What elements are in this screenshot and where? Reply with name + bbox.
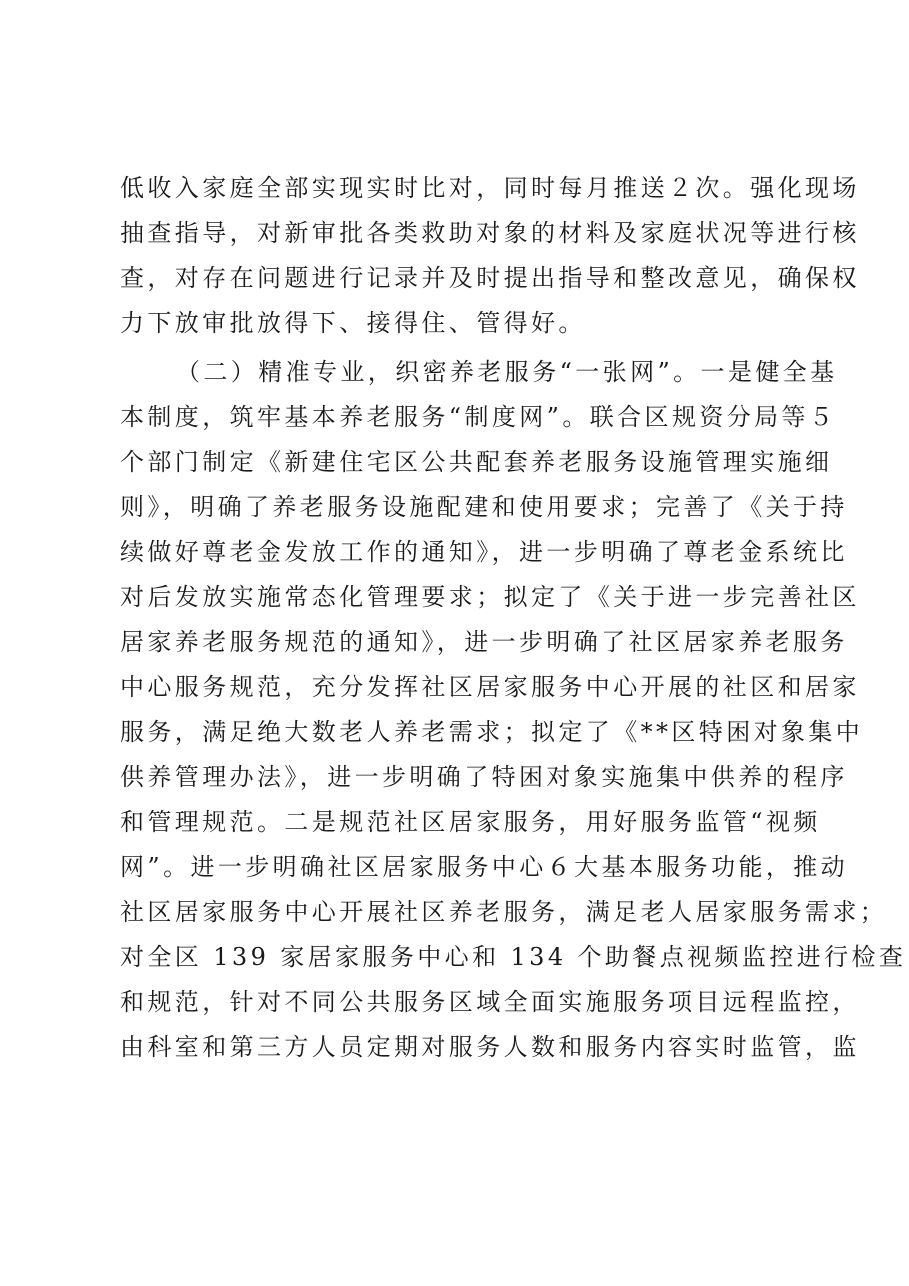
text-line: 抽查指导，对新审批各类救助对象的材料及家庭状况等进行核 bbox=[120, 219, 860, 247]
text-line: 供养管理办法》，进一步明确了特困对象实施集中供养的程序 bbox=[120, 763, 848, 791]
text-line: 力下放审批放得下、接得住、管得好。 bbox=[120, 309, 586, 337]
text-line: 则》，明确了养老服务设施配建和使用要求；完善了《关于持 bbox=[120, 493, 848, 521]
text-line: 查，对存在问题进行记录并及时提出指导和整改意见，确保权 bbox=[120, 264, 860, 292]
text-line: 续做好尊老金发放工作的通知》，进一步明确了尊老金系统比 bbox=[120, 538, 848, 566]
text-line: 本制度，筑牢基本养老服务“制度网”。联合区规资分局等５ bbox=[120, 403, 837, 431]
paragraph-heading: （二）精准专业，织密养老服务“一张网”。一是健全基 bbox=[176, 358, 838, 386]
text-line: 个部门制定《新建住宅区公共配套养老服务设施管理实施细 bbox=[120, 448, 833, 476]
text-line: 和管理规范。二是规范社区居家服务，用好服务监管“视频 bbox=[120, 808, 821, 836]
text-line: 对全区 139 家居家服务中心和 134 个助餐点视频监控进行检查 bbox=[120, 943, 907, 971]
text-line: 中心服务规范，充分发挥社区居家服务中心开展的社区和居家 bbox=[120, 673, 860, 701]
text-line: 低收入家庭全部实现实时比对，同时每月推送２次。强化现场 bbox=[120, 174, 860, 202]
text-line: 居家养老服务规范的通知》，进一步明确了社区居家养老服务 bbox=[120, 628, 848, 656]
text-line: 对后发放实施常态化管理要求；拟定了《关于进一步完善社区 bbox=[120, 583, 860, 611]
text-line: 和规范，针对不同公共服务区域全面实施服务项目远程监控， bbox=[120, 988, 860, 1016]
text-line: 由科室和第三方人员定期对服务人数和服务内容实时监管，监 bbox=[120, 1033, 860, 1061]
text-line: 服务，满足绝大数老人养老需求；拟定了《**区特困对象集中 bbox=[120, 718, 864, 746]
text-line: 社区居家服务中心开展社区养老服务，满足老人居家服务需求； bbox=[120, 898, 888, 926]
text-line: 网”。进一步明确社区居家服务中心６大基本服务功能，推动 bbox=[120, 853, 849, 881]
